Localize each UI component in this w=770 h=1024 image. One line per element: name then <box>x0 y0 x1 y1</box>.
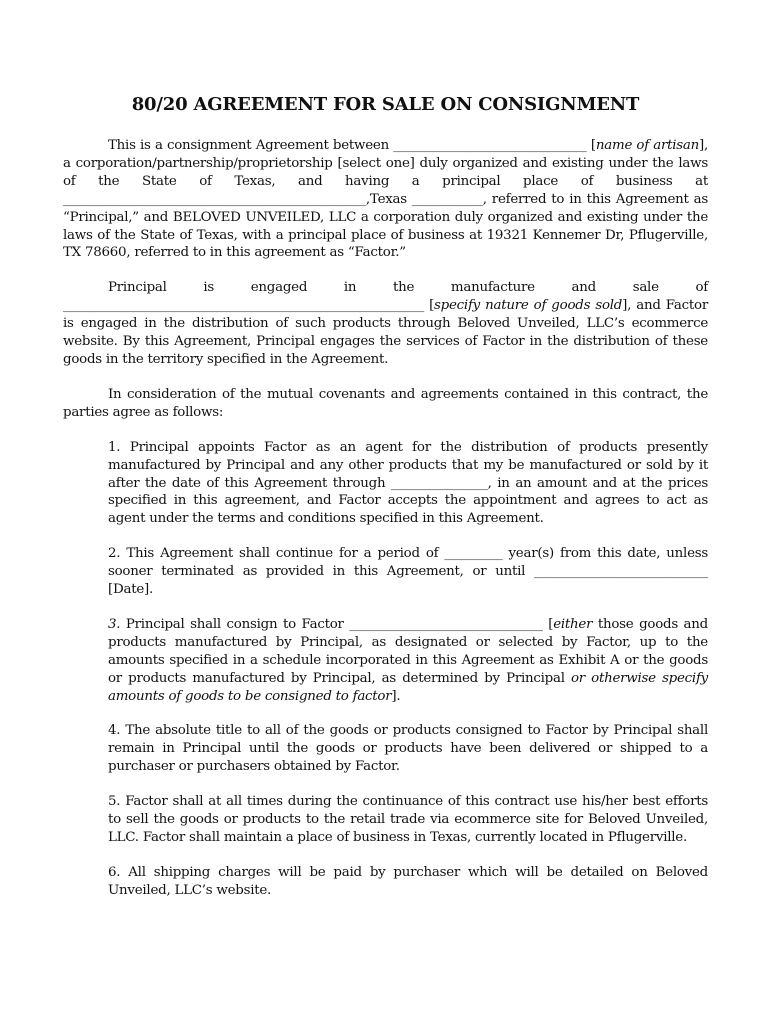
intro-text-a: This is a consignment Agreement between ______________________________ [ <box>108 138 596 153</box>
clause-3-number: 3. <box>108 616 121 632</box>
clause-1: 1. Principal appoints Factor as an agent for the distribution of products presently manufactured by Principal and any other products that my be manufactured or sold by it after the date of this Agreement through _______________, in an amount and at the prices specified in this agreement, and Factor accepts the appointment and agrees to act as agent under the terms and conditions specified in this Agreement. <box>108 439 708 527</box>
engagement-text-c: ], and Factor is engaged in the distribution of such products through Beloved Unveiled, LLC’s ecommerce website. By this Agreement, Principal engages the services of Factor in the distribution of these goods in the territory specified in the Agreement. <box>63 298 708 367</box>
clause-3 <box>108 616 708 706</box>
clause-5: 5. Factor shall at all times during the continuance of this contract use his/her best efforts to sell the goods or products to the retail trade via ecommerce site for Beloved Unveiled, LLC. Factor shall maintain a place of business in Texas, currently located in Pflugerville. <box>108 794 708 845</box>
engagement-text-a: Principal is engaged in the manufacture and sale of ________________________________________________________ [ <box>63 280 708 314</box>
clause-3-text-f: ]. <box>391 688 401 704</box>
consideration-paragraph: In consideration of the mutual covenants and agreements contained in this contract, the parties agree as follows: <box>63 386 708 420</box>
clause-list <box>108 439 708 900</box>
clause-6: 6. All shipping charges will be paid by purchaser which will be detailed on Beloved Unveiled, LLC’s website. <box>108 864 708 898</box>
clause-3-text-b: Principal shall consign to Factor ______________________________ [ <box>120 616 554 632</box>
engagement-paragraph <box>63 279 708 369</box>
document-title: 80/20 AGREEMENT FOR SALE ON CONSIGNMENT <box>131 94 640 115</box>
clause-3-text-d: those goods and products manufactured by Principal, as designated or selected by Factor, up to the amounts specified in a schedule incorporated in this Agreement as Exhibit A or the goods or products manufactured by Principal, as determined by Principal <box>108 616 708 686</box>
clause-3-specify: or otherwise specify amounts of goods to be consigned to factor <box>108 670 708 704</box>
clause-3-either: either <box>553 616 593 632</box>
agreement-page <box>63 93 708 900</box>
intro-paragraph <box>63 137 708 262</box>
clause-4: 4. The absolute title to all of the goods or products consigned to Factor by Principal shall remain in Principal until the goods or products have been delivered or shipped to a purchaser or purchasers obtained by Factor. <box>108 723 708 775</box>
engagement-text-goods: specify nature of goods sold <box>434 298 623 314</box>
clause-2: 2. This Agreement shall continue for a period of _________ year(s) from this date, unless sooner terminated as provided in this Agreement, or until ___________________________ [Date]. <box>108 546 708 598</box>
intro-text-c: ], a corporation/partnership/proprietorship [select one] duly organized and existing under the laws of the State of Texas, and having a principal place of business at _______________________________________________,Texas ___________, referred to in this Agreement as “Principal,” and BELOVED UNVEILED, LLC a corporation duly organized and existing under the laws of the State of Texas, with a principal place of business at 19321 Kennemer Dr, Pflugerville, TX 78660, referred to in this agreement as “Factor.” <box>63 138 709 261</box>
intro-text-artisan: name of artisan <box>595 138 700 153</box>
